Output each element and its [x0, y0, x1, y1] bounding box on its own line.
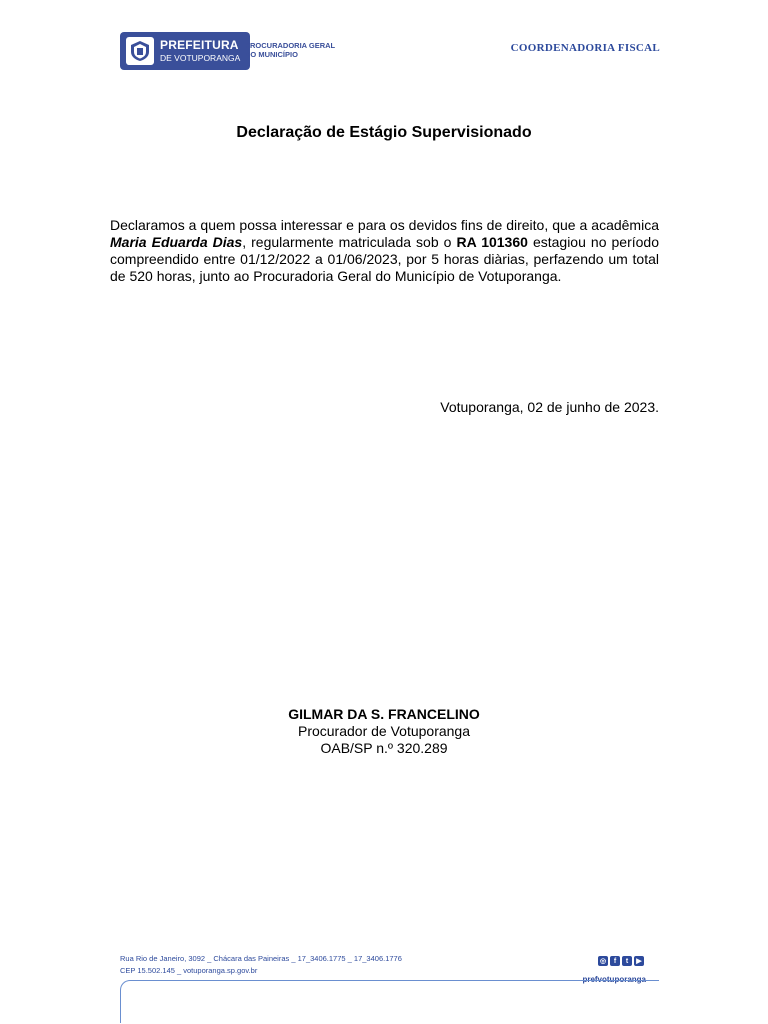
prefeitura-logo — [120, 32, 250, 70]
footer-decoration — [120, 980, 659, 1023]
twitter-icon: t — [622, 956, 632, 966]
logo-subtitle: DE VOTUPORANGA — [160, 53, 241, 63]
document-title: Declaração de Estágio Supervisionado — [236, 124, 532, 141]
body-text-part-1: Declaramos a quem possa interessar e para os devidos fins de direito, que a acadêmica — [110, 217, 659, 233]
instagram-icon: ◎ — [599, 958, 607, 965]
body-text-part-2: , regularmente matriculada sob o — [242, 234, 457, 250]
coordination-label: COORDENADORIA FISCAL — [510, 42, 660, 54]
department-name: PROCURADORIA GERAL DO MUNICÍPIO — [245, 41, 336, 59]
body-text-part-3: estagiou no período compreendido entre 01/12/2022 a 01/06/2023, por 5 horas diàrias, perfazendo um total de 520 horas, junto ao Procuradoria Geral do Município de Votuporanga. — [110, 234, 659, 284]
signatory-oab: OAB/SP n.º 320.289 — [320, 740, 448, 756]
student-ra: RA 101360 — [456, 234, 528, 250]
social-handle: prefvotuporanga — [582, 975, 646, 984]
municipal-crest-icon — [126, 37, 154, 65]
youtube-icon: ▶ — [634, 956, 644, 966]
signature-block — [108, 706, 660, 757]
place-and-date: Votuporanga, 02 de junho de 2023. — [440, 399, 659, 415]
letterhead — [108, 22, 660, 82]
student-name: Maria Eduarda Dias — [110, 234, 243, 250]
footer-cep-site: CEP 15.502.145 _ votuporanga.sp.gov.br — [120, 966, 258, 975]
social-icons — [598, 956, 644, 966]
footer-address: Rua Rio de Janeiro, 3092 _ Chácara das Paineiras _ 17_3406.1775 _ 17_3406.1776 — [120, 954, 402, 963]
signatory-role: Procurador de Votuporanga — [297, 723, 470, 739]
declaration-body — [110, 217, 659, 285]
footer — [110, 946, 658, 1022]
signatory-name: GILMAR DA S. FRANCELINO — [288, 706, 480, 722]
logo-title: PREFEITURA — [160, 38, 239, 52]
facebook-icon: f — [610, 956, 620, 966]
